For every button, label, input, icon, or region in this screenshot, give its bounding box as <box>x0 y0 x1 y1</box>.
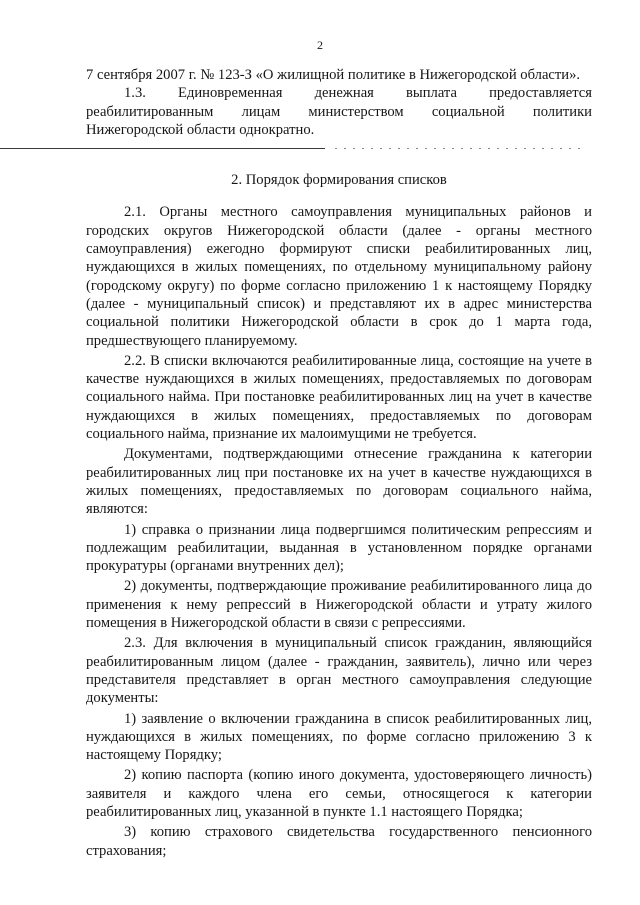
paragraph-2-2: 2.2. В списки включаются реабилитированные лица, состоящие на учете в качестве нуждающихся в жилых помещениях, предоставляемых по договорам социального найма. При постановке реабилитированных лиц на учет в качестве нуждающихся в жилых помещениях, предоставляемых по договорам социального найма, признание их малоимущими не требуется. <box>86 352 592 443</box>
list-item-2-3-2: 2) копию паспорта (копию иного документа, удостоверяющего личность) заявителя и каждого члена его семьи, относящегося к категории реабилитированных лиц, указанной в пункте 1.1 настоящего Порядка; <box>86 767 592 820</box>
paragraph-2-1: 2.1. Органы местного самоуправления муниципальных районов и городских округов Нижегородской области (далее - органы местного самоуправления) ежегодно формируют списки реабилитированных лиц, нуждающихся в жилых помещениях, по отдельному муниципальному району (городскому округу) по форме согласно приложению 1 к настоящему Порядку (далее - муниципальный список) и представляют их в адрес министерства социальной политики Нижегородской области в срок до 1 марта года, предшествующего планируемому. <box>86 204 592 349</box>
list-item-document-2: 2) документы, подтверждающие проживание реабилитированного лица до применения к нему репрессий в Нижегородской области и утрату жилого помещения в Нижегородской области в связи с репрессиями. <box>86 578 592 632</box>
scan-artifact-dots <box>335 148 585 149</box>
paragraph-1-3: 1.3. Единовременная денежная выплата предоставляется реабилитированным лицам министерством социальной политики Нижегородской области однократно. <box>86 85 592 138</box>
paragraph-2-3: 2.3. Для включения в муниципальный список гражданин, являющийся реабилитированным лицом (далее - гражданин, заявитель), лично или через представителя представляет в орган местного самоуправления следующие документы: <box>86 635 592 707</box>
scan-artifact-line <box>0 148 325 149</box>
intro-line: 7 сентября 2007 г. № 123-З «О жилищной политике в Нижегородской области». <box>86 67 581 83</box>
page-number: 2 <box>317 38 323 52</box>
list-item-2-3-3: 3) копию страхового свидетельства государственного пенсионного страхования; <box>86 824 592 859</box>
section-title: 2. Порядок формирования списков <box>231 172 447 189</box>
document-body <box>86 66 592 860</box>
paragraph-documents-intro: Документами, подтверждающими отнесение гражданина к категории реабилитированных лиц при постановке их на учет в качестве нуждающихся в жилых помещениях, предоставляемых по договорам социального найма, являются: <box>86 446 592 518</box>
list-item-document-1: 1) справка о признании лица подвергшимся политическим репрессиям и подлежащим реабилитации, выданная в установленном порядке органами прокуратуры (органами внутренних дел); <box>86 521 592 575</box>
list-item-2-3-1: 1) заявление о включении гражданина в список реабилитированных лиц, нуждающихся в жилых помещениях, по форме согласно приложению 3 к настоящему Порядку; <box>86 710 592 764</box>
